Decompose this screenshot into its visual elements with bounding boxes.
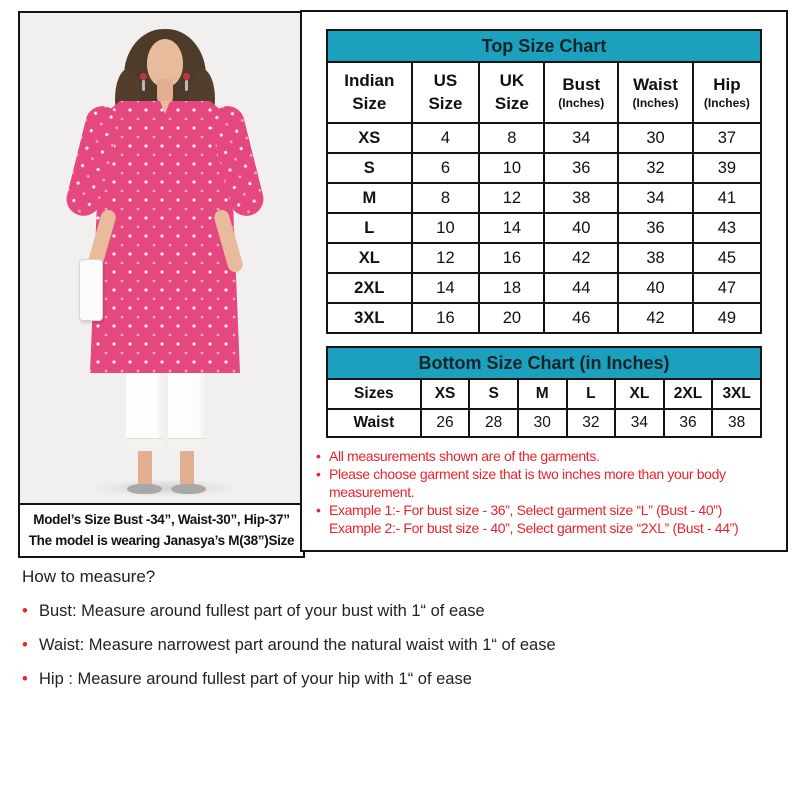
sandal-left (127, 484, 162, 494)
model-leg-left (138, 449, 152, 489)
col-header-uk-size: UK Size (479, 62, 544, 123)
table-row: M 8 12 38 34 41 (327, 183, 761, 213)
model-photo (18, 11, 305, 505)
col-header-indian-size: Indian Size (327, 62, 412, 123)
note-line: • Example 1:- For bust size - 36”, Select garment size “L” (Bust - 40”) (316, 502, 722, 518)
sandal-right (171, 484, 206, 494)
earring-right (183, 73, 190, 80)
bullet-icon: • (22, 636, 28, 654)
bottom-size-chart-table (326, 346, 762, 438)
white-pant-left (126, 363, 164, 451)
table-row: S 6 10 36 32 39 (327, 153, 761, 183)
list-item: • Waist: Measure narrowest part around the natural waist with 1“ of ease (22, 636, 556, 654)
model-figure (20, 13, 303, 503)
top-chart-title: Top Size Chart (327, 30, 761, 62)
note-line: • All measurements shown are of the garments. (316, 448, 600, 464)
caption-line-1: Model’s Size Bust -34”, Waist-30”, Hip-37” (33, 512, 290, 528)
charts-container (302, 29, 786, 438)
table-row: 3XL 16 20 46 42 49 (327, 303, 761, 333)
model-size-caption (18, 503, 305, 558)
bottom-chart-sizes-row: Sizes XS S M L XL 2XL 3XL (327, 379, 761, 409)
bullet-icon: • (316, 502, 321, 518)
note-line: Example 2:- For bust size - 40”, Select garment size “2XL” (Bust - 44”) (329, 520, 739, 536)
caption-line-2: The model is wearing Janasya’s M(38”)Size (28, 532, 295, 548)
bottom-chart-title: Bottom Size Chart (in Inches) (327, 347, 761, 379)
how-to-measure-section (22, 567, 556, 689)
top-chart-header-row (327, 62, 761, 123)
table-row: 2XL 14 18 44 40 47 (327, 273, 761, 303)
list-item: • Hip : Measure around fullest part of your hip with 1“ of ease (22, 670, 472, 688)
measurement-notes (302, 447, 786, 537)
white-clutch (79, 259, 103, 321)
size-charts-panel (300, 10, 788, 552)
bullet-icon: • (316, 466, 321, 482)
col-header-bust: Bust (Inches) (544, 62, 618, 123)
table-row: XS 4 8 34 30 37 (327, 123, 761, 153)
table-row: L 10 14 40 36 43 (327, 213, 761, 243)
white-pant-right (168, 363, 206, 451)
model-leg-right (180, 449, 194, 489)
top-size-chart-table (326, 29, 762, 334)
note-line: • Please choose garment size that is two inches more than your body (316, 466, 726, 482)
how-to-measure-title: How to measure? (22, 567, 156, 586)
list-item: • Bust: Measure around fullest part of your bust with 1“ of ease (22, 602, 485, 620)
earring-left (140, 73, 147, 80)
note-line: measurement. (329, 484, 415, 500)
table-row: XL 12 16 42 38 45 (327, 243, 761, 273)
bullet-icon: • (22, 670, 28, 688)
col-header-hip: Hip (Inches) (693, 62, 761, 123)
col-header-us-size: US Size (412, 62, 480, 123)
floor-shadow (90, 479, 240, 497)
bottom-chart-waist-row: Waist 26 28 30 32 34 36 38 (327, 409, 761, 437)
col-header-waist: Waist (Inches) (618, 62, 693, 123)
bullet-icon: • (22, 602, 28, 620)
bullet-icon: • (316, 448, 321, 464)
